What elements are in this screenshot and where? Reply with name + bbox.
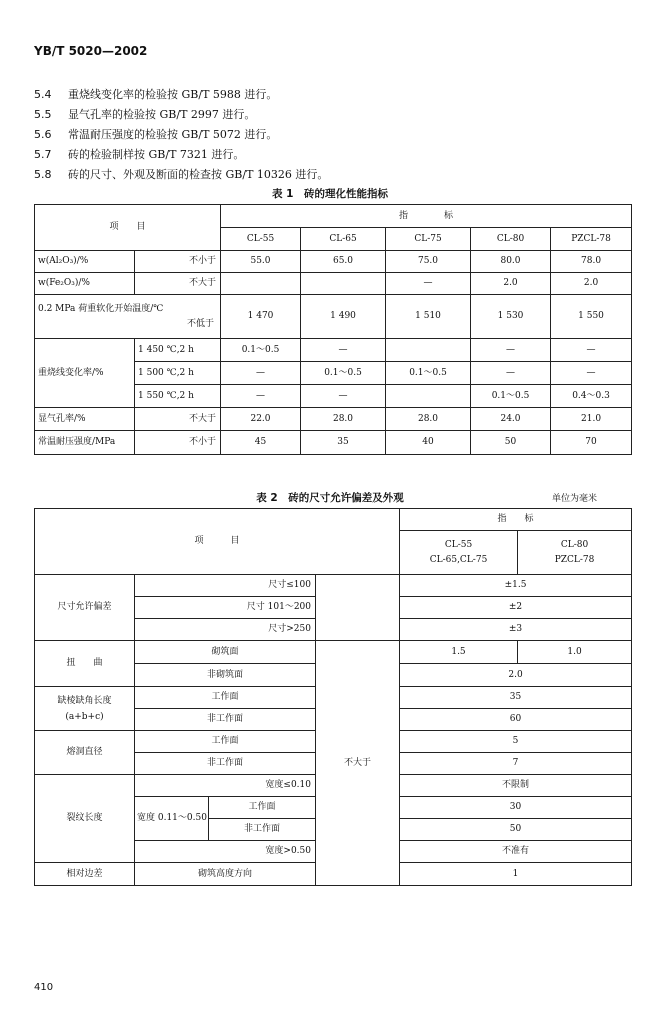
table-cell: ±3 — [400, 619, 632, 641]
table1-item-header: 项 目 — [35, 205, 221, 251]
table-cell: — — [551, 362, 632, 385]
table-cell: 24.0 — [471, 408, 551, 431]
grade-label: CL-55 — [444, 539, 473, 550]
table-cell — [221, 273, 301, 295]
table-cell: 不准有 — [400, 841, 632, 863]
row-condition: 工作面 — [135, 731, 316, 753]
table-cell: — — [386, 273, 471, 295]
table-cell: ±2 — [400, 597, 632, 619]
clause-text: 重烧线变化率的检验按 GB/T 5988 进行。 — [68, 88, 278, 101]
row-condition: 不小于 — [135, 431, 221, 455]
row-label: 扭 曲 — [35, 641, 135, 687]
row-label: 常温耐压强度/MPa — [35, 431, 135, 455]
row-condition: 不大于 — [135, 408, 221, 431]
table-cell: 65.0 — [301, 251, 386, 273]
grade-label: PZCL-78 — [554, 554, 595, 565]
table-row — [35, 251, 632, 273]
grade-label: CL-65,CL-75 — [429, 554, 488, 565]
clause-5-8 — [34, 168, 328, 182]
table-cell: 50 — [400, 819, 632, 841]
grade-header: PZCL-78 — [551, 228, 632, 251]
grade-group-a — [400, 531, 518, 575]
row-condition: 砌筑面 — [135, 641, 316, 664]
row-label: 相对边差 — [35, 863, 135, 886]
grade-header: CL-75 — [386, 228, 471, 251]
clause-number: 5.7 — [34, 148, 52, 161]
row-label-sub: (a+b+c) — [65, 711, 104, 722]
table-cell: 1 510 — [386, 295, 471, 339]
clause-number: 5.6 — [34, 128, 52, 141]
table-cell: 50 — [471, 431, 551, 455]
row-label: 裂纹长度 — [35, 775, 135, 863]
not-exceed-label: 不大于 — [316, 641, 400, 886]
table-cell: 30 — [400, 797, 632, 819]
row-label: 0.2 MPa 荷重软化开始温度/℃ — [38, 303, 164, 314]
table-cell: 不限制 — [400, 775, 632, 797]
table-cell: — — [301, 385, 386, 408]
table-cell: — — [221, 385, 301, 408]
table1-title: 表 1 砖的理化性能指标 — [272, 188, 388, 200]
row-condition: 不低于 — [187, 318, 215, 329]
clause-5-6 — [34, 128, 277, 142]
grade-header: CL-80 — [471, 228, 551, 251]
clause-5-5 — [34, 108, 255, 122]
table-cell: 1 470 — [221, 295, 301, 339]
table1-index-header: 指 标 — [221, 205, 632, 228]
table-cell: 35 — [301, 431, 386, 455]
table-row — [35, 641, 632, 664]
grade-header: CL-65 — [301, 228, 386, 251]
grade-group-b — [518, 531, 632, 575]
table-cell: 0.1～0.5 — [386, 362, 471, 385]
table-cell — [301, 273, 386, 295]
table-cell-blank — [316, 575, 400, 641]
clause-text: 常温耐压强度的检验按 GB/T 5072 进行。 — [68, 128, 278, 141]
table-cell: — — [471, 362, 551, 385]
table-cell: — — [551, 339, 632, 362]
table-cell: 45 — [221, 431, 301, 455]
table-cell: 40 — [386, 431, 471, 455]
table2-unit-note: 单位为毫米 — [552, 494, 598, 504]
row-label-corner — [35, 687, 135, 731]
grade-header: CL-55 — [221, 228, 301, 251]
table-cell: — — [301, 339, 386, 362]
table2-title: 表 2 砖的尺寸允许偏差及外观 — [256, 492, 404, 504]
row-condition: 尺寸 101～200 — [135, 597, 316, 619]
row-condition: 尺寸≤100 — [135, 575, 316, 597]
row-condition: 砌筑高度方向 — [135, 863, 316, 886]
table-cell: 55.0 — [221, 251, 301, 273]
row-label: 显气孔率/% — [35, 408, 135, 431]
row-condition: 1 450 ℃,2 h — [135, 339, 221, 362]
clause-number: 5.8 — [34, 168, 52, 181]
table2-dimensions-appearance — [34, 508, 632, 886]
table-cell: 2.0 — [400, 664, 632, 687]
table-cell: — — [221, 362, 301, 385]
table-cell: 21.0 — [551, 408, 632, 431]
row-condition: 非工作面 — [135, 709, 316, 731]
row-condition: 1 550 ℃,2 h — [135, 385, 221, 408]
table-cell: 0.1～0.5 — [221, 339, 301, 362]
table-cell: 2.0 — [471, 273, 551, 295]
table-cell: 0.4～0.3 — [551, 385, 632, 408]
row-label: 缺棱缺角长度 — [57, 695, 112, 706]
table1-physicochemical — [34, 204, 632, 455]
clause-number: 5.4 — [34, 88, 52, 101]
table-cell — [386, 339, 471, 362]
row-condition: 非工作面 — [209, 819, 316, 841]
row-label: w(Fe₂O₃)/% — [35, 273, 135, 295]
table-cell: 35 — [400, 687, 632, 709]
table2-index-header: 指 标 — [400, 509, 632, 531]
table-row — [35, 431, 632, 455]
row-condition: 不大于 — [135, 273, 221, 295]
table-cell: 0.1～0.5 — [471, 385, 551, 408]
row-condition: 1 500 ℃,2 h — [135, 362, 221, 385]
table-cell: 2.0 — [551, 273, 632, 295]
table-cell — [386, 385, 471, 408]
standard-code-header: YB/T 5020—2002 — [34, 44, 148, 58]
row-condition: 工作面 — [135, 687, 316, 709]
clause-number: 5.5 — [34, 108, 52, 121]
table-cell: 70 — [551, 431, 632, 455]
table-cell: 1.5 — [400, 641, 518, 664]
table2-item-header: 项 目 — [35, 509, 400, 575]
table-cell: 22.0 — [221, 408, 301, 431]
table-cell: 1 530 — [471, 295, 551, 339]
table-cell: 80.0 — [471, 251, 551, 273]
table-cell: 28.0 — [301, 408, 386, 431]
clause-text: 砖的检验制样按 GB/T 7321 进行。 — [68, 148, 245, 161]
row-condition: 非工作面 — [135, 753, 316, 775]
row-condition: 尺寸>250 — [135, 619, 316, 641]
clause-5-7 — [34, 148, 244, 162]
row-label: 重烧线变化率/% — [35, 339, 135, 408]
clause-text: 砖的尺寸、外观及断面的检查按 GB/T 10326 进行。 — [68, 168, 329, 181]
table-row — [35, 339, 632, 362]
row-condition: 不小于 — [135, 251, 221, 273]
table-cell: — — [471, 339, 551, 362]
row-condition: 宽度 0.11～0.50 — [135, 797, 209, 841]
row-condition: 工作面 — [209, 797, 316, 819]
table-row — [35, 273, 632, 295]
clause-text: 显气孔率的检验按 GB/T 2997 进行。 — [68, 108, 256, 121]
table-cell: 1.0 — [518, 641, 632, 664]
table-cell: 78.0 — [551, 251, 632, 273]
row-label: 尺寸允许偏差 — [35, 575, 135, 641]
row-label: 熔洞直径 — [35, 731, 135, 775]
table-cell: 5 — [400, 731, 632, 753]
table-row — [35, 408, 632, 431]
table-cell: 1 490 — [301, 295, 386, 339]
table-cell: 60 — [400, 709, 632, 731]
row-condition: 宽度≤0.10 — [135, 775, 316, 797]
page-number: 410 — [34, 982, 54, 993]
row-label-softening — [35, 295, 221, 339]
table-cell: 28.0 — [386, 408, 471, 431]
table-cell: 1 — [400, 863, 632, 886]
row-condition: 宽度>0.50 — [135, 841, 316, 863]
table-cell: 7 — [400, 753, 632, 775]
table-row — [35, 295, 632, 339]
table-cell: 1 550 — [551, 295, 632, 339]
clause-5-4 — [34, 88, 277, 102]
table-row — [35, 575, 632, 597]
table-cell: 75.0 — [386, 251, 471, 273]
table-cell: ±1.5 — [400, 575, 632, 597]
row-condition: 非砌筑面 — [135, 664, 316, 687]
table-cell: 0.1～0.5 — [301, 362, 386, 385]
grade-label: CL-80 — [560, 539, 589, 550]
row-label: w(Al₂O₃)/% — [35, 251, 135, 273]
